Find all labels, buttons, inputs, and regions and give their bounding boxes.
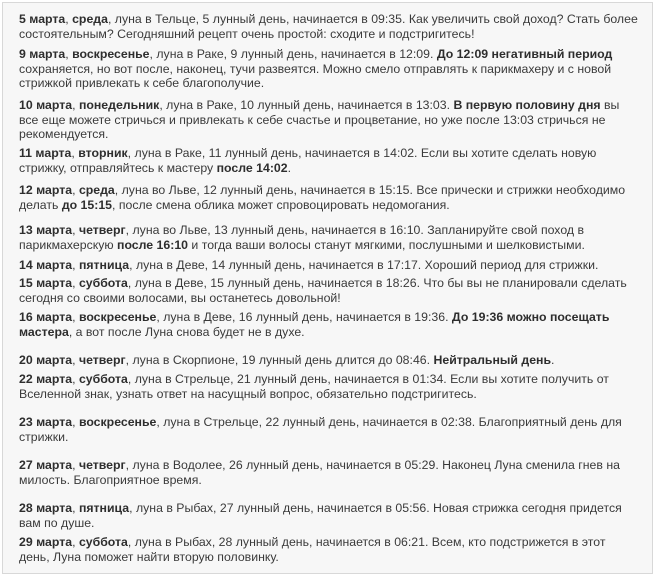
entry-text: Как увеличить свой доход? Стать более состоятельным? Сегодняшний рецепт очень простой: сходите и подстригитесь! xyxy=(19,12,638,41)
entry-bold: До 12:09 негативный период xyxy=(436,47,613,61)
entry-15-march: 15 марта, суббота, луна в Деве, 15 лунный день, начинается в 18:26. Что бы вы не планировали сделать сегодня со своими волосами, вы останетесь довольной! xyxy=(19,276,627,305)
entry-date: 22 марта xyxy=(19,372,73,386)
entry-29-march: 29 марта, суббота, луна в Рыбах, 28 лунный день, начинается в 06:21. Всем, кто подстрижется в этот день, Луна поможет найти вторую половинку. xyxy=(19,535,606,564)
entry-27-march: 27 марта, четверг, луна в Водолее, 26 лунный день, начинается в 05:29. Наконец Луна сменила гнев на милость. Благоприятное время. xyxy=(19,458,620,487)
entry-moon: луна в Деве, 15 лунный день, начинается в 18:26. xyxy=(134,276,420,290)
entry-bold: после 14:02 xyxy=(216,160,288,175)
entry-weekday: суббота xyxy=(78,276,128,290)
entry-weekday: воскресенье xyxy=(72,47,150,61)
entry-11-march: 11 марта, вторник, луна в Раке, 11 лунный день, начинается в 14:02. Если вы хотите сделать новую стрижку, отправляйтесь к мастеру после 14:02. xyxy=(19,146,597,175)
entry-date: 12 марта xyxy=(19,183,73,197)
entry-weekday: понедельник xyxy=(78,98,160,112)
entry-date: 9 марта xyxy=(19,47,66,61)
entry-9-march: 9 марта, воскресенье, луна в Раке, 9 лунный день, начинается в 12:09. До 12:09 негативный период сохраняется, но вот после, наконец, тучи развеятся. Можно смело отправлять к парикмахеру и с новой стрижкой привлекать к себе благополучие. xyxy=(19,47,613,91)
entry-23-march: 23 марта, воскресенье, луна в Стрельце, 22 лунный день, начинается в 02:38. Благоприятный день для стрижки. xyxy=(19,415,622,444)
entry-text: Благоприятный день для стрижки. xyxy=(19,415,622,444)
entry-weekday: среда xyxy=(72,12,108,26)
entry-text: Новая стрижка сегодня придется вам по душе. xyxy=(19,501,622,530)
entry-13-march: 13 марта, четверг, луна во Льве, 13 лунный день, начинается в 16:10. Запланируйте свой поход в парикмахерскую после 16:10 и тогда ваши волосы станут мягкими, послушными и шелковистыми. xyxy=(19,223,585,252)
entry-text: Если вы хотите получить от Вселенной знак, узнать ответ на насущный вопрос, обязательно подстригитесь. xyxy=(19,372,609,401)
entry-moon: луна в Раке, 9 лунный день, начинается в 12:09. xyxy=(156,47,434,61)
entry-moon: луна в Раке, 10 лунный день, начинается в 13:03. xyxy=(166,98,451,112)
entry-tail: , после смена облика может спровоцировать недомогания. xyxy=(112,197,450,212)
entry-bold: после 16:10 xyxy=(117,237,189,252)
entry-text: Наконец Луна сменила гнев на милость. Благоприятное время. xyxy=(19,458,620,487)
entry-bold: Нейтральный день xyxy=(433,353,552,367)
entry-moon: луна в Рыбах, 28 лунный день, начинается в 06:21. xyxy=(134,535,429,549)
entry-moon: луна в Водолее, 26 лунный день, начинается в 05:29. xyxy=(132,458,439,472)
entry-20-march: 20 марта, четверг, луна в Скорпионе, 19 лунный день длится до 08:46. Нейтральный день. xyxy=(19,353,555,367)
entry-moon: луна в Стрельце, 22 лунный день, начинается в 02:38. xyxy=(163,415,476,429)
entry-moon: луна в Тельце, 5 лунный день, начинается в 09:35. xyxy=(114,12,406,26)
entry-weekday: вторник xyxy=(78,146,128,160)
entry-weekday: четверг xyxy=(78,353,126,367)
entry-moon: луна во Льве, 13 лунный день, начинается в 16:10. xyxy=(132,223,424,237)
entry-weekday: среда xyxy=(78,183,115,197)
entry-date: 29 марта xyxy=(19,535,73,549)
entry-date: 15 марта xyxy=(19,276,73,290)
entry-date: 28 марта xyxy=(19,501,73,515)
entry-moon: луна во Льве, 12 лунный день, начинается в 15:15. xyxy=(121,183,413,197)
entry-text: Хороший период для стрижки. xyxy=(421,258,599,272)
entry-text: Что бы вы не планировали сделать сегодня со своими волосами, вы останетесь довольной! xyxy=(19,276,627,305)
entry-moon: луна в Стрельце, 21 лунный день, начинается в 01:34. xyxy=(134,372,447,386)
entry-date: 14 марта xyxy=(19,258,73,272)
entry-5-march: 5 марта, среда, луна в Тельце, 5 лунный день, начинается в 09:35. Как увеличить свой доход? Стать более состоятельным? Сегодняшний рецепт очень простой: сходите и подстригитесь! xyxy=(19,12,638,41)
entry-moon: луна в Раке, 11 лунный день, начинается в 14:02. xyxy=(134,146,418,160)
entry-weekday: четверг xyxy=(78,223,126,237)
entry-22-march: 22 марта, суббота, луна в Стрельце, 21 лунный день, начинается в 01:34. Если вы хотите получить от Вселенной знак, узнать ответ на насущный вопрос, обязательно подстригитесь. xyxy=(19,372,609,401)
entry-date: 13 марта xyxy=(19,223,73,237)
entry-weekday: пятница xyxy=(78,258,130,272)
entry-weekday: воскресенье xyxy=(78,310,157,324)
entry-moon: луна в Деве, 16 лунный день, начинается в 19:36. xyxy=(163,310,449,324)
entry-weekday: суббота xyxy=(78,535,128,549)
entry-moon: луна в Скорпионе, 19 лунный день длится до 08:46. xyxy=(132,353,431,367)
entry-tail: , а вот после Луна снова будет не в духе. xyxy=(68,324,305,339)
entry-weekday: суббота xyxy=(78,372,128,386)
entry-tail: вы все еще можете стричься и привлекать к себе счастье и процветание, но уже после 13:03 стричься не рекомендуется. xyxy=(19,98,620,142)
entry-tail: сохраняется, но вот после, наконец, тучи развеятся. Можно смело отправлять к парикмахеру и с новой стрижкой привлекать к себе благополучие. xyxy=(19,61,612,91)
entry-bold: До 19:36 можно посещать мастера xyxy=(19,310,610,339)
entry-10-march: 10 марта, понедельник, луна в Раке, 10 лунный день, начинается в 13:03. В первую половину дня вы все еще можете стричься и привлекать к себе счастье и процветание, но уже после 13:03 стричься не рекомендуется. xyxy=(19,98,620,142)
entry-moon: луна в Рыбах, 27 лунный день, начинается в 05:56. xyxy=(135,501,430,515)
entry-date: 20 марта xyxy=(19,353,73,367)
entry-moon: луна в Деве, 14 лунный день, начинается в 17:17. xyxy=(135,258,422,272)
entry-date: 27 марта xyxy=(19,458,73,472)
entry-bold: В первую половину дня xyxy=(453,98,601,112)
entry-text: Всем, кто подстрижется в этот день, Луна поможет найти вторую половинку. xyxy=(19,535,606,564)
entry-text: Все прически и стрижки необходимо делать xyxy=(19,183,626,212)
entry-date: 16 марта xyxy=(19,310,73,324)
entry-12-march: 12 марта, среда, луна во Льве, 12 лунный день, начинается в 15:15. Все прически и стрижки необходимо делать до 15:15, после смена облика может спровоцировать недомогания. xyxy=(19,183,626,212)
entry-tail: . xyxy=(551,353,555,367)
entry-tail: . xyxy=(287,160,292,175)
entry-16-march: 16 марта, воскресенье, луна в Деве, 16 лунный день, начинается в 19:36. До 19:36 можно посещать мастера, а вот после Луна снова будет не в духе. xyxy=(19,310,610,339)
entry-weekday: пятница xyxy=(78,501,130,515)
entry-text: Запланируйте свой поход в парикмахерскую xyxy=(19,223,585,252)
entry-weekday: четверг xyxy=(78,458,126,472)
entry-bold: до 15:15 xyxy=(61,197,112,212)
entry-tail: и тогда ваши волосы станут мягкими, послушными и шелковистыми. xyxy=(188,237,585,252)
entry-date: 10 марта xyxy=(19,98,73,112)
calendar-panel xyxy=(2,2,653,574)
entry-date: 23 марта xyxy=(19,415,73,429)
entry-date: 11 марта xyxy=(19,146,72,160)
entry-text: Если вы хотите сделать новую стрижку, отправляйтесь к мастеру xyxy=(19,146,597,175)
entry-14-march: 14 марта, пятница, луна в Деве, 14 лунный день, начинается в 17:17. Хороший период для стрижки. xyxy=(19,258,599,272)
entry-28-march: 28 марта, пятница, луна в Рыбах, 27 лунный день, начинается в 05:56. Новая стрижка сегодня придется вам по душе. xyxy=(19,501,622,530)
entry-weekday: воскресенье xyxy=(78,415,157,429)
entry-date: 5 марта xyxy=(19,12,66,26)
